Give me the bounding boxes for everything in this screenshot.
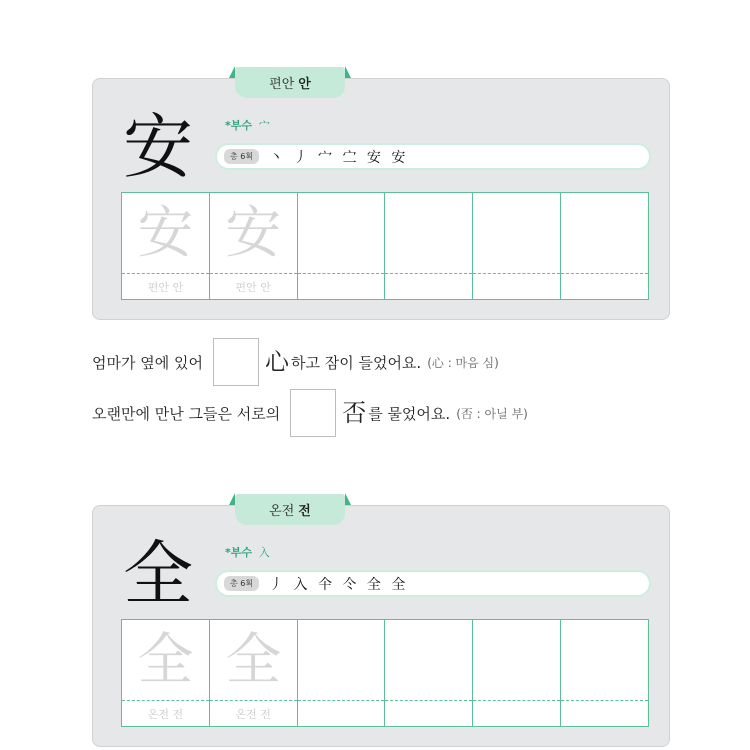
trace-character: 安: [225, 201, 282, 266]
stroke-step: 宀: [318, 149, 333, 166]
stroke-step: 丶: [269, 149, 285, 166]
stroke-step: 全: [391, 576, 407, 593]
practice-grid: [121, 619, 649, 727]
stroke-order-bar: [215, 570, 651, 597]
stroke-sequence: [269, 574, 410, 594]
trace-label: 온전 전: [147, 708, 184, 721]
practice-grid: [121, 192, 649, 300]
stroke-step: 仐: [318, 576, 333, 593]
trace-label: 편안 안: [147, 281, 184, 294]
guide-line: [122, 273, 209, 274]
meaning-label: 편안: [269, 77, 295, 92]
writing-cell[interactable]: [298, 193, 386, 299]
sound-label: 안: [298, 77, 311, 92]
stroke-order-bar: [215, 143, 651, 170]
trace-label: 편안 안: [235, 281, 271, 294]
sentence-before: 엄마가 옆에 있어: [92, 353, 203, 372]
stroke-step: 仒: [342, 576, 358, 593]
radical-char: 入: [258, 546, 270, 559]
trace-cell[interactable]: [122, 620, 210, 726]
writing-cell[interactable]: [473, 620, 561, 726]
stroke-step: 安: [391, 149, 407, 166]
character-title-tab: [235, 67, 345, 98]
answer-box[interactable]: [213, 338, 259, 386]
answer-box[interactable]: [290, 389, 336, 437]
guide-line: [561, 700, 648, 701]
character-title-tab: [235, 494, 345, 525]
hanja-gloss: (心 : 마음 심): [427, 355, 499, 370]
stroke-count-badge: 총 6획: [224, 576, 259, 591]
sound-label: 전: [298, 504, 311, 519]
fill-in-sentence: [92, 388, 528, 438]
sentence-hanja: 否: [342, 399, 367, 427]
stroke-step: 入: [293, 576, 309, 593]
hanja-gloss: (否 : 아닐 부): [456, 406, 528, 421]
sentence-before: 오랜만에 만난 그들은 서로의: [92, 404, 281, 423]
stroke-count-badge: 총 6획: [224, 149, 259, 164]
guide-line: [385, 700, 472, 701]
guide-line: [473, 700, 560, 701]
guide-line: [385, 273, 472, 274]
guide-line: [298, 700, 385, 701]
trace-character: 全: [225, 628, 282, 693]
guide-line: [298, 273, 385, 274]
sentence-after: 하고 잠이 들었어요.: [290, 353, 422, 372]
stroke-step: 全: [366, 576, 382, 593]
character-card-an: [92, 78, 670, 320]
character-card-jeon: [92, 505, 670, 747]
trace-character: 安: [137, 201, 194, 266]
guide-line: [473, 273, 560, 274]
sentence-hanja: 心: [264, 348, 289, 376]
sentence-after: 를 물었어요.: [368, 404, 451, 423]
stroke-step: 丿: [293, 149, 309, 166]
writing-cell[interactable]: [298, 620, 386, 726]
writing-cell[interactable]: [473, 193, 561, 299]
guide-line: [210, 273, 297, 274]
radical-char: 宀: [258, 119, 270, 132]
trace-cell[interactable]: [210, 193, 298, 299]
writing-cell[interactable]: [385, 620, 473, 726]
main-character: 全: [123, 533, 193, 615]
stroke-step: 㝉: [342, 149, 358, 166]
main-character: 安: [123, 106, 193, 188]
radical-label: 부수: [230, 546, 253, 559]
writing-cell[interactable]: [561, 193, 648, 299]
guide-line: [561, 273, 648, 274]
writing-cell[interactable]: [561, 620, 648, 726]
radical-label: 부수: [230, 119, 253, 132]
meaning-label: 온전: [269, 504, 295, 519]
guide-line: [122, 700, 209, 701]
trace-cell[interactable]: [210, 620, 298, 726]
guide-line: [210, 700, 297, 701]
trace-label: 온전 전: [235, 708, 271, 721]
stroke-step: 安: [366, 149, 382, 166]
radical-info: *부수 入: [225, 546, 270, 559]
stroke-step: 丿: [269, 576, 285, 593]
stroke-sequence: [269, 147, 410, 167]
trace-character: 全: [137, 628, 194, 693]
writing-cell[interactable]: [385, 193, 473, 299]
trace-cell[interactable]: [122, 193, 210, 299]
radical-info: *부수 宀: [225, 119, 270, 132]
fill-in-sentence: [92, 337, 499, 387]
